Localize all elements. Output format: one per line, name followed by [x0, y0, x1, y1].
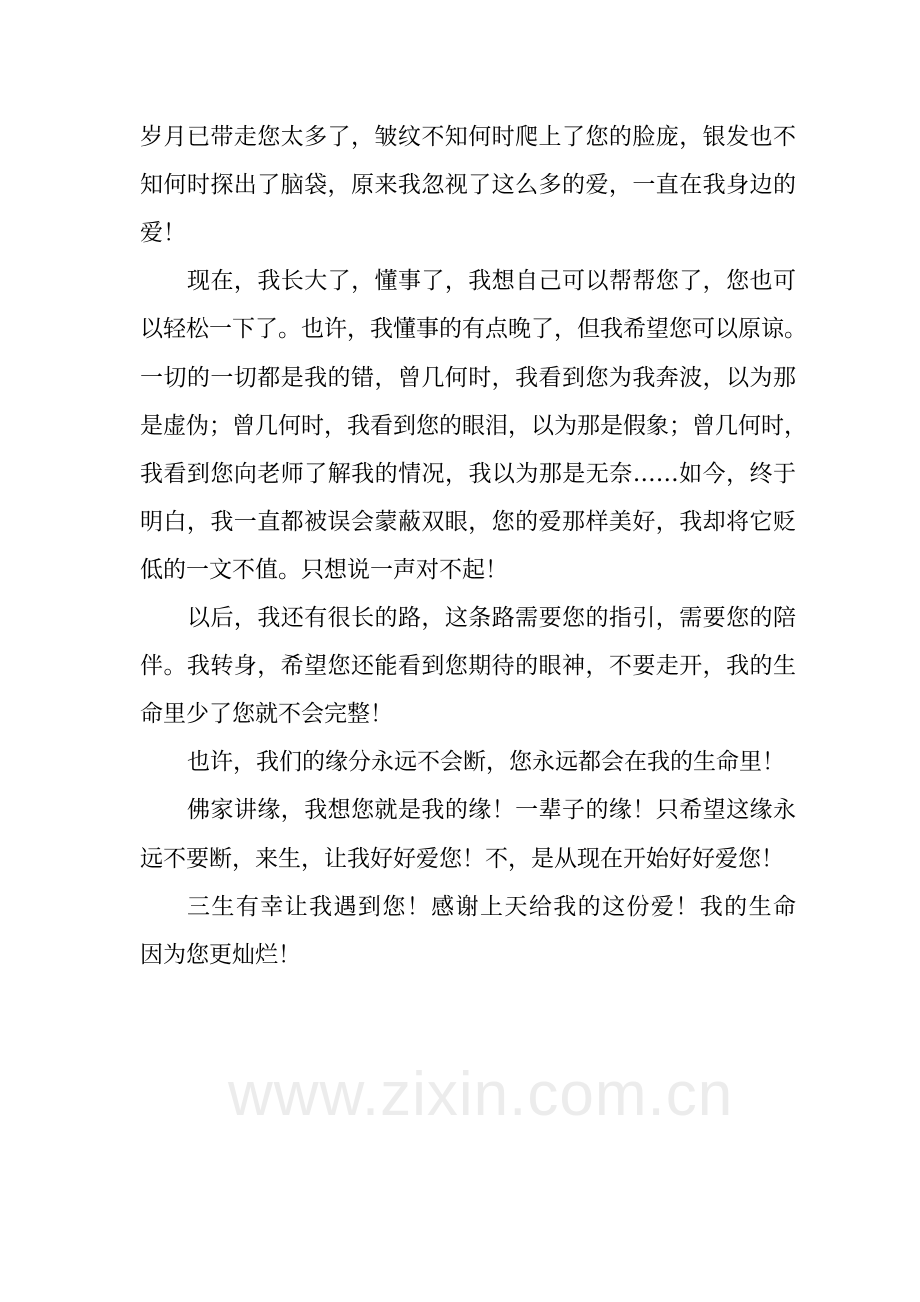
paragraph-6-line: 三生有幸让我遇到您！感谢上天给我的这份爱！我的生命	[187, 893, 796, 920]
watermark: www.zixin.com.cn	[228, 1060, 734, 1129]
paragraph-1-line: 岁月已带走您太多了，皱纹不知何时爬上了您的脸庞，银发也不	[140, 124, 796, 150]
paragraph-4-line: 也许，我们的缘分永远不会断，您永远都会在我的生命里！	[187, 749, 785, 776]
paragraph-2-line: 是虚伪；曾几何时，我看到您的眼泪，以为那是假象；曾几何时，	[140, 412, 807, 439]
paragraph-3-line: 命里少了您就不会完整！	[140, 701, 393, 728]
paragraph-2-line: 以轻松一下了。也许，我懂事的有点晚了，但我希望您可以原谅。	[140, 316, 807, 343]
paragraph-2-line: 我看到您向老师了解我的情况，我以为那是无奈……如今，终于	[140, 460, 796, 487]
paragraph-2-line: 一切的一切都是我的错，曾几何时，我看到您为我奔波，以为那	[140, 364, 796, 391]
paragraph-2-line: 低的一文不值。只想说一声对不起！	[140, 556, 508, 583]
paragraph-2-line: 明白，我一直都被误会蒙蔽双眼，您的爱那样美好，我却将它贬	[140, 508, 796, 535]
paragraph-1-line: 知何时探出了脑袋，原来我忽视了这么多的爱，一直在我身边的	[140, 172, 796, 199]
paragraph-2-line: 现在，我长大了，懂事了，我想自己可以帮帮您了，您也可	[187, 268, 796, 295]
paragraph-5-line: 佛家讲缘，我想您就是我的缘！一辈子的缘！只希望这缘永	[187, 797, 796, 824]
paragraph-5-line: 远不要断，来生，让我好好爱您！不，是从现在开始好好爱您！	[140, 845, 784, 872]
paragraph-3-line: 以后，我还有很长的路，这条路需要您的指引，需要您的陪	[187, 605, 796, 631]
paragraph-6-line: 因为您更灿烂！	[140, 941, 301, 968]
paragraph-3-line: 伴。我转身，希望您还能看到您期待的眼神，不要走开，我的生	[140, 653, 796, 680]
paragraph-1-line: 爱！	[140, 220, 186, 247]
